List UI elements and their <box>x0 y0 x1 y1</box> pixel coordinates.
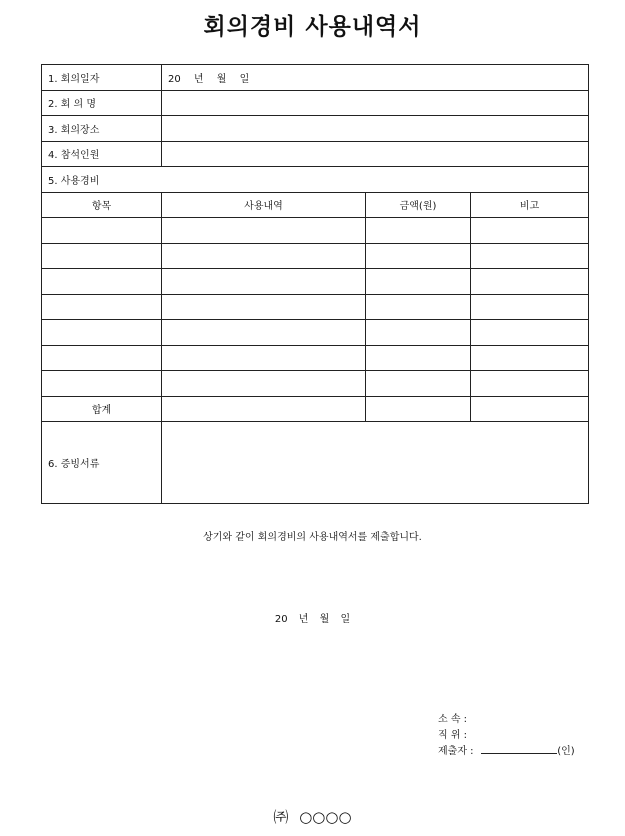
amount-cell[interactable] <box>366 320 471 346</box>
table-row <box>42 269 589 295</box>
remarks-cell[interactable] <box>471 294 589 320</box>
details-cell[interactable] <box>162 294 366 320</box>
amount-cell[interactable] <box>366 269 471 295</box>
seal-label: (인) <box>557 746 575 757</box>
date-month-unit: 월 <box>216 73 227 85</box>
evidence-row <box>42 422 589 504</box>
amount-cell[interactable] <box>366 345 471 371</box>
company-footer <box>0 806 625 827</box>
row-meeting-date <box>42 65 589 91</box>
meeting-place-label: 3. 회의장소 <box>42 116 162 142</box>
header-amount: 금액(원) <box>366 192 471 218</box>
remarks-cell[interactable] <box>471 269 589 295</box>
submitter-line <box>438 742 575 757</box>
item-cell[interactable] <box>42 243 162 269</box>
submission-statement: 상기와 같이 회의경비의 사용내역서를 제출합니다. <box>203 532 422 543</box>
details-cell[interactable] <box>162 269 366 295</box>
evidence-value[interactable] <box>162 422 589 504</box>
expense-header-row <box>42 192 589 218</box>
header-remarks: 비고 <box>471 192 589 218</box>
submission-year-prefix: 20 <box>274 614 288 625</box>
remarks-cell[interactable] <box>471 371 589 397</box>
total-label: 합계 <box>42 396 162 422</box>
remarks-cell[interactable] <box>471 218 589 244</box>
row-meeting-place <box>42 116 589 142</box>
row-attendees <box>42 141 589 167</box>
amount-cell[interactable] <box>366 243 471 269</box>
details-cell[interactable] <box>162 371 366 397</box>
table-row <box>42 218 589 244</box>
table-row <box>42 243 589 269</box>
item-cell[interactable] <box>42 269 162 295</box>
table-row <box>42 294 589 320</box>
meeting-date-value[interactable] <box>162 65 589 91</box>
document-title: 회의경비 사용내역서 <box>203 14 422 40</box>
remarks-cell[interactable] <box>471 243 589 269</box>
company-name: ○○○○ <box>299 808 352 826</box>
total-amount-cell[interactable] <box>366 396 471 422</box>
remarks-cell[interactable] <box>471 320 589 346</box>
header-details: 사용내역 <box>162 192 366 218</box>
department-label: 소 속 : <box>438 714 468 725</box>
meeting-date-label: 1. 회의일자 <box>42 65 162 91</box>
total-row <box>42 396 589 422</box>
attendees-value[interactable] <box>162 141 589 167</box>
row-expense-heading <box>42 167 589 193</box>
amount-cell[interactable] <box>366 294 471 320</box>
date-day-unit: 일 <box>239 73 250 85</box>
header-item: 항목 <box>42 192 162 218</box>
position-line <box>438 726 478 741</box>
meeting-place-value[interactable] <box>162 116 589 142</box>
submission-day-unit: 일 <box>340 614 351 625</box>
item-cell[interactable] <box>42 294 162 320</box>
table-row <box>42 320 589 346</box>
item-cell[interactable] <box>42 320 162 346</box>
attendees-label: 4. 참석인원 <box>42 141 162 167</box>
evidence-label: 6. 증빙서류 <box>42 422 162 504</box>
date-year-prefix: 20 <box>168 73 181 85</box>
submission-month-unit: 월 <box>319 614 330 625</box>
expense-form-table <box>41 64 589 504</box>
remarks-cell[interactable] <box>471 345 589 371</box>
submitter-signature-field[interactable] <box>481 744 557 754</box>
expense-heading: 5. 사용경비 <box>42 167 589 193</box>
total-remarks-cell[interactable] <box>471 396 589 422</box>
company-mark: ㈜ <box>273 808 289 826</box>
row-meeting-name <box>42 90 589 116</box>
submission-date <box>0 610 625 625</box>
details-cell[interactable] <box>162 218 366 244</box>
table-row <box>42 345 589 371</box>
amount-cell[interactable] <box>366 218 471 244</box>
position-label: 직 위 : <box>438 730 468 741</box>
total-details-cell[interactable] <box>162 396 366 422</box>
meeting-name-label: 2. 회 의 명 <box>42 90 162 116</box>
date-year-unit: 년 <box>193 73 204 85</box>
item-cell[interactable] <box>42 371 162 397</box>
department-line <box>438 710 478 725</box>
table-row <box>42 371 589 397</box>
item-cell[interactable] <box>42 218 162 244</box>
details-cell[interactable] <box>162 320 366 346</box>
item-cell[interactable] <box>42 345 162 371</box>
amount-cell[interactable] <box>366 371 471 397</box>
details-cell[interactable] <box>162 345 366 371</box>
details-cell[interactable] <box>162 243 366 269</box>
submission-year-unit: 년 <box>298 614 309 625</box>
meeting-name-value[interactable] <box>162 90 589 116</box>
submitter-label: 제출자 : <box>438 746 474 757</box>
